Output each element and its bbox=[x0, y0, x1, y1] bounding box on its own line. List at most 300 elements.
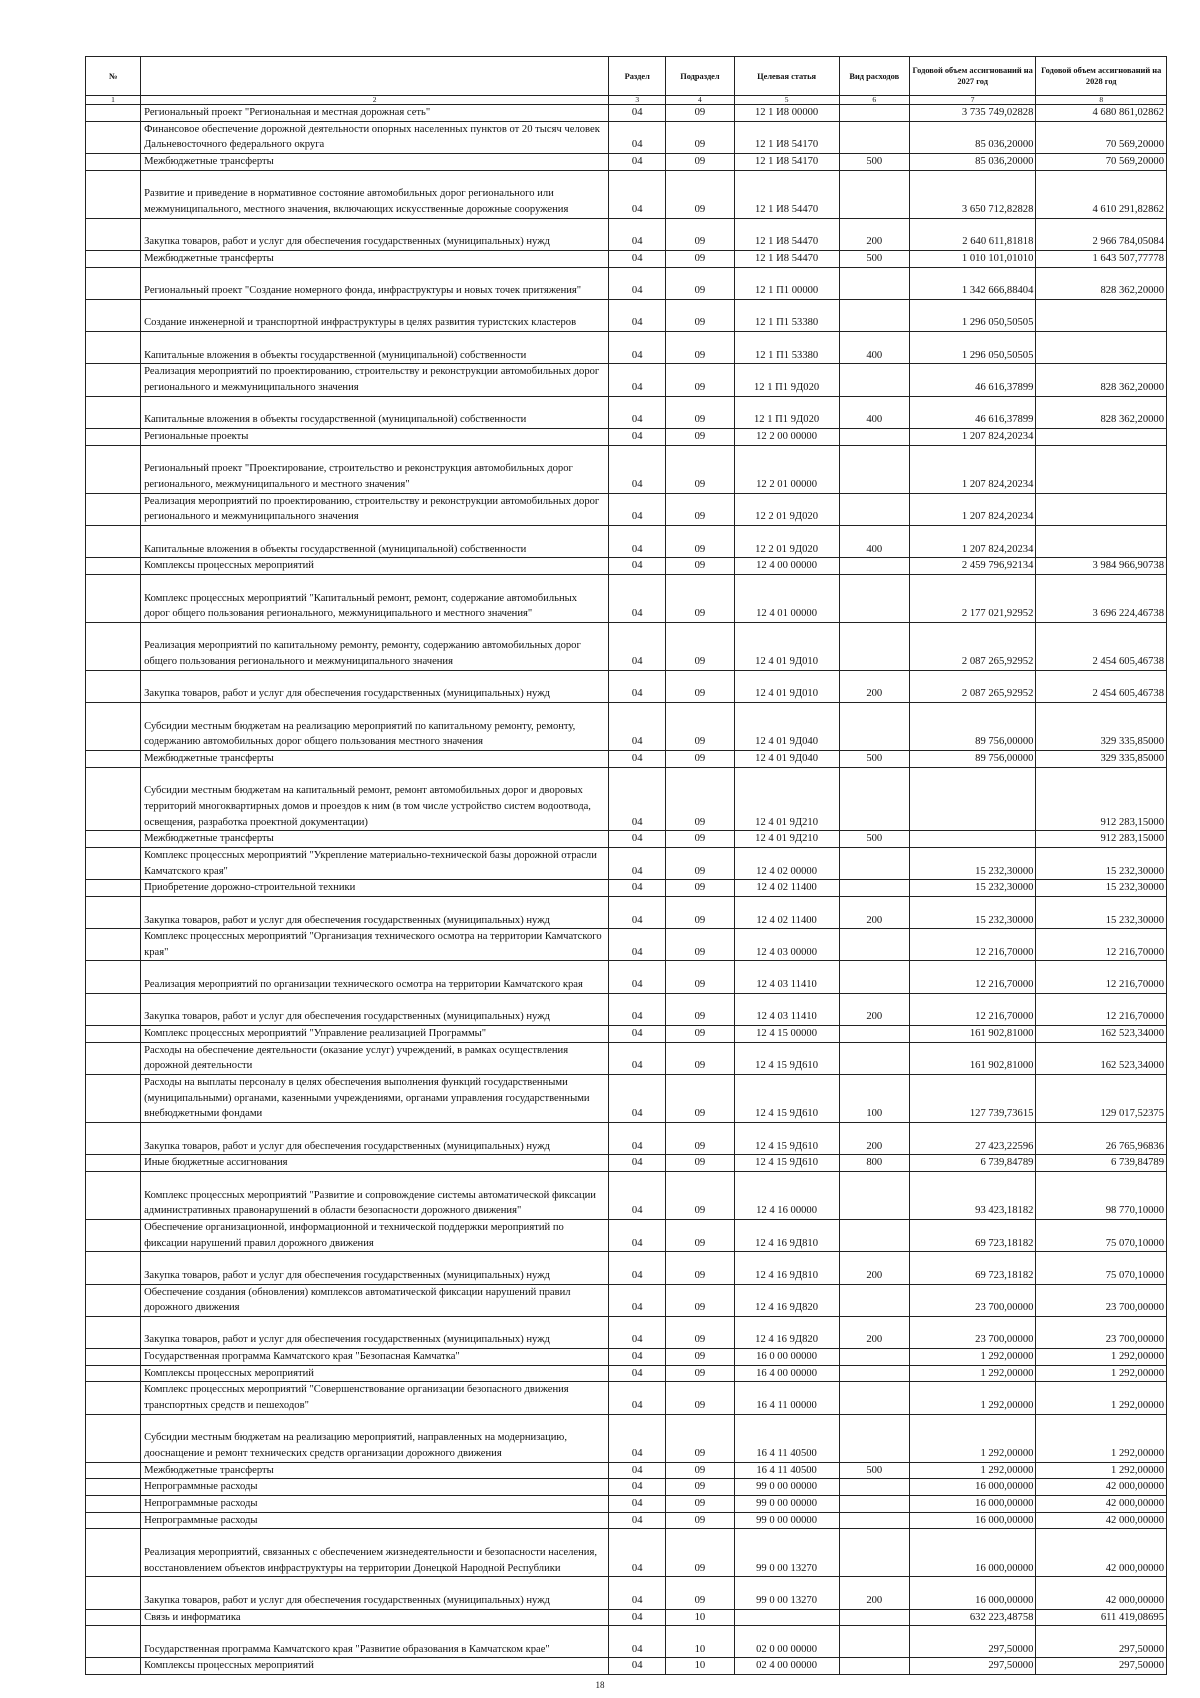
cell-name: Закупка товаров, работ и услуг для обеспечения государственных (муниципальных) нужд bbox=[141, 1252, 609, 1284]
cell-number bbox=[86, 1609, 141, 1626]
table-row bbox=[86, 831, 1167, 848]
table-row bbox=[86, 153, 1167, 170]
cell-podrazdel: 09 bbox=[666, 1512, 734, 1529]
cell-podrazdel: 09 bbox=[666, 1365, 734, 1382]
table-row bbox=[86, 1382, 1167, 1414]
cell-number bbox=[86, 493, 141, 525]
cell-podrazdel: 09 bbox=[666, 1495, 734, 1512]
cell-allocation-2027: 632 223,48758 bbox=[909, 1609, 1035, 1626]
cell-allocation-2028: 1 292,00000 bbox=[1036, 1382, 1167, 1414]
cell-razdel: 04 bbox=[609, 1382, 666, 1414]
cell-name: Расходы на выплаты персоналу в целях обеспечения выполнения функций государственными (муниципальными) органами, казенными учреждениями, органами управления государственными внебюджетными фондами bbox=[141, 1075, 609, 1123]
cell-celevaya-statya: 12 4 01 9Д010 bbox=[734, 622, 839, 670]
cell-razdel: 04 bbox=[609, 1609, 666, 1626]
cell-celevaya-statya: 12 4 16 9Д820 bbox=[734, 1316, 839, 1348]
cell-name: Межбюджетные трансферты bbox=[141, 750, 609, 767]
cell-celevaya-statya: 12 1 П1 9Д020 bbox=[734, 364, 839, 396]
cell-vid-rashodov bbox=[839, 170, 909, 218]
cell-podrazdel: 09 bbox=[666, 622, 734, 670]
cell-podrazdel: 09 bbox=[666, 332, 734, 364]
table-row bbox=[86, 105, 1167, 122]
cell-razdel: 04 bbox=[609, 1252, 666, 1284]
table-row bbox=[86, 364, 1167, 396]
table-row bbox=[86, 880, 1167, 897]
cell-vid-rashodov: 100 bbox=[839, 1075, 909, 1123]
cell-podrazdel: 09 bbox=[666, 703, 734, 751]
cell-podrazdel: 09 bbox=[666, 1479, 734, 1496]
cell-razdel: 04 bbox=[609, 1155, 666, 1172]
cell-razdel: 04 bbox=[609, 847, 666, 879]
column-number: 7 bbox=[909, 96, 1035, 105]
table-row bbox=[86, 1123, 1167, 1155]
cell-vid-rashodov: 200 bbox=[839, 1316, 909, 1348]
cell-razdel: 04 bbox=[609, 332, 666, 364]
cell-allocation-2028: 42 000,00000 bbox=[1036, 1529, 1167, 1577]
cell-allocation-2028: 70 569,20000 bbox=[1036, 153, 1167, 170]
cell-allocation-2028 bbox=[1036, 493, 1167, 525]
cell-vid-rashodov bbox=[839, 703, 909, 751]
cell-vid-rashodov: 200 bbox=[839, 993, 909, 1025]
cell-razdel: 04 bbox=[609, 574, 666, 622]
cell-vid-rashodov bbox=[839, 574, 909, 622]
cell-vid-rashodov: 500 bbox=[839, 750, 909, 767]
cell-name: Региональный проект "Создание номерного фонда, инфраструктуры и новых точек притяжения" bbox=[141, 267, 609, 299]
cell-podrazdel: 09 bbox=[666, 993, 734, 1025]
cell-name: Финансовое обеспечение дорожной деятельности опорных населенных пунктов от 20 тысяч человек Дальневосточного федерального округа bbox=[141, 121, 609, 153]
cell-podrazdel: 09 bbox=[666, 880, 734, 897]
cell-number bbox=[86, 1171, 141, 1219]
cell-razdel: 04 bbox=[609, 1284, 666, 1316]
cell-number bbox=[86, 574, 141, 622]
cell-name: Комплексы процессных мероприятий bbox=[141, 558, 609, 575]
table-row bbox=[86, 767, 1167, 831]
cell-vid-rashodov bbox=[839, 1219, 909, 1251]
cell-vid-rashodov bbox=[839, 1658, 909, 1675]
cell-allocation-2027: 16 000,00000 bbox=[909, 1577, 1035, 1609]
column-number: 4 bbox=[666, 96, 734, 105]
cell-allocation-2027: 161 902,81000 bbox=[909, 1042, 1035, 1074]
column-number: 5 bbox=[734, 96, 839, 105]
cell-allocation-2027: 1 207 824,20234 bbox=[909, 445, 1035, 493]
cell-razdel: 04 bbox=[609, 250, 666, 267]
cell-allocation-2027: 69 723,18182 bbox=[909, 1219, 1035, 1251]
cell-allocation-2028 bbox=[1036, 445, 1167, 493]
cell-name: Закупка товаров, работ и услуг для обеспечения государственных (муниципальных) нужд bbox=[141, 670, 609, 702]
table-row bbox=[86, 332, 1167, 364]
cell-allocation-2027: 15 232,30000 bbox=[909, 896, 1035, 928]
cell-celevaya-statya: 12 1 П1 00000 bbox=[734, 267, 839, 299]
table-row bbox=[86, 1252, 1167, 1284]
cell-podrazdel: 09 bbox=[666, 1042, 734, 1074]
table-row bbox=[86, 1026, 1167, 1043]
cell-allocation-2028: 26 765,96836 bbox=[1036, 1123, 1167, 1155]
cell-celevaya-statya: 12 1 И8 54170 bbox=[734, 121, 839, 153]
cell-vid-rashodov: 200 bbox=[839, 1252, 909, 1284]
cell-number bbox=[86, 1529, 141, 1577]
cell-number bbox=[86, 429, 141, 446]
table-row bbox=[86, 218, 1167, 250]
cell-allocation-2028: 1 643 507,77778 bbox=[1036, 250, 1167, 267]
cell-celevaya-statya: 12 1 П1 53380 bbox=[734, 299, 839, 331]
cell-allocation-2028: 912 283,15000 bbox=[1036, 767, 1167, 831]
cell-allocation-2027: 127 739,73615 bbox=[909, 1075, 1035, 1123]
table-row bbox=[86, 703, 1167, 751]
cell-number bbox=[86, 1626, 141, 1658]
cell-allocation-2028: 70 569,20000 bbox=[1036, 121, 1167, 153]
cell-allocation-2028 bbox=[1036, 429, 1167, 446]
cell-allocation-2028: 297,50000 bbox=[1036, 1626, 1167, 1658]
cell-allocation-2027: 12 216,70000 bbox=[909, 993, 1035, 1025]
cell-podrazdel: 09 bbox=[666, 218, 734, 250]
cell-celevaya-statya: 16 4 11 00000 bbox=[734, 1382, 839, 1414]
cell-vid-rashodov bbox=[839, 364, 909, 396]
cell-allocation-2027: 297,50000 bbox=[909, 1658, 1035, 1675]
cell-razdel: 04 bbox=[609, 1529, 666, 1577]
table-row bbox=[86, 525, 1167, 557]
cell-number bbox=[86, 558, 141, 575]
cell-celevaya-statya: 12 4 15 9Д610 bbox=[734, 1123, 839, 1155]
cell-number bbox=[86, 445, 141, 493]
cell-razdel: 04 bbox=[609, 622, 666, 670]
table-row bbox=[86, 429, 1167, 446]
table-row bbox=[86, 1155, 1167, 1172]
cell-razdel: 04 bbox=[609, 750, 666, 767]
table-row bbox=[86, 250, 1167, 267]
cell-number bbox=[86, 332, 141, 364]
cell-number bbox=[86, 218, 141, 250]
cell-razdel: 04 bbox=[609, 267, 666, 299]
cell-podrazdel: 09 bbox=[666, 574, 734, 622]
cell-allocation-2028: 2 454 605,46738 bbox=[1036, 670, 1167, 702]
cell-name: Комплекс процессных мероприятий "Капитальный ремонт, ремонт, содержание автомобильных дорог общего пользования регионального, межмуниципального и местного значения" bbox=[141, 574, 609, 622]
cell-allocation-2028: 4 680 861,02862 bbox=[1036, 105, 1167, 122]
cell-vid-rashodov bbox=[839, 445, 909, 493]
cell-allocation-2027 bbox=[909, 767, 1035, 831]
cell-number bbox=[86, 1042, 141, 1074]
cell-celevaya-statya: 16 4 11 40500 bbox=[734, 1462, 839, 1479]
cell-allocation-2027: 2 459 796,92134 bbox=[909, 558, 1035, 575]
cell-name: Создание инженерной и транспортной инфраструктуры в целях развития туристских кластеров bbox=[141, 299, 609, 331]
cell-vid-rashodov bbox=[839, 1171, 909, 1219]
table-row bbox=[86, 1284, 1167, 1316]
cell-allocation-2028: 42 000,00000 bbox=[1036, 1495, 1167, 1512]
cell-podrazdel: 09 bbox=[666, 493, 734, 525]
cell-razdel: 04 bbox=[609, 767, 666, 831]
table-row bbox=[86, 558, 1167, 575]
cell-vid-rashodov bbox=[839, 1365, 909, 1382]
table-row bbox=[86, 1414, 1167, 1462]
cell-vid-rashodov: 500 bbox=[839, 831, 909, 848]
cell-name: Развитие и приведение в нормативное состояние автомобильных дорог регионального или межмуниципального, местного значения, включающих искусственные дорожные сооружения bbox=[141, 170, 609, 218]
cell-allocation-2027: 27 423,22596 bbox=[909, 1123, 1035, 1155]
cell-allocation-2027: 15 232,30000 bbox=[909, 880, 1035, 897]
cell-podrazdel: 09 bbox=[666, 1414, 734, 1462]
cell-vid-rashodov bbox=[839, 1026, 909, 1043]
cell-celevaya-statya: 99 0 00 13270 bbox=[734, 1577, 839, 1609]
cell-allocation-2027: 2 640 611,81818 bbox=[909, 218, 1035, 250]
cell-celevaya-statya: 99 0 00 00000 bbox=[734, 1512, 839, 1529]
cell-podrazdel: 09 bbox=[666, 767, 734, 831]
cell-allocation-2027: 297,50000 bbox=[909, 1626, 1035, 1658]
cell-celevaya-statya: 12 1 И8 00000 bbox=[734, 105, 839, 122]
cell-vid-rashodov: 200 bbox=[839, 670, 909, 702]
table-row bbox=[86, 574, 1167, 622]
table-row bbox=[86, 1349, 1167, 1366]
cell-celevaya-statya bbox=[734, 1609, 839, 1626]
cell-name: Межбюджетные трансферты bbox=[141, 831, 609, 848]
table-row bbox=[86, 896, 1167, 928]
cell-number bbox=[86, 1512, 141, 1529]
cell-number bbox=[86, 1155, 141, 1172]
cell-number bbox=[86, 1219, 141, 1251]
cell-name: Межбюджетные трансферты bbox=[141, 153, 609, 170]
cell-allocation-2028: 3 984 966,90738 bbox=[1036, 558, 1167, 575]
cell-vid-rashodov: 200 bbox=[839, 1577, 909, 1609]
cell-vid-rashodov bbox=[839, 105, 909, 122]
cell-name: Региональный проект "Проектирование, строительство и реконструкция автомобильных дорог регионального, межмуниципального и местного значения" bbox=[141, 445, 609, 493]
cell-podrazdel: 09 bbox=[666, 396, 734, 428]
cell-name: Закупка товаров, работ и услуг для обеспечения государственных (муниципальных) нужд bbox=[141, 1123, 609, 1155]
cell-razdel: 04 bbox=[609, 153, 666, 170]
table-row bbox=[86, 1512, 1167, 1529]
cell-celevaya-statya: 12 4 15 9Д610 bbox=[734, 1155, 839, 1172]
cell-podrazdel: 09 bbox=[666, 1316, 734, 1348]
cell-number bbox=[86, 525, 141, 557]
cell-podrazdel: 09 bbox=[666, 896, 734, 928]
cell-allocation-2027: 16 000,00000 bbox=[909, 1529, 1035, 1577]
cell-name: Обеспечение создания (обновления) комплексов автоматической фиксации нарушений правил дорожного движения bbox=[141, 1284, 609, 1316]
cell-name: Комплекс процессных мероприятий "Укрепление материально-технической базы дорожной отрасли Камчатского края" bbox=[141, 847, 609, 879]
cell-celevaya-statya: 12 2 01 9Д020 bbox=[734, 493, 839, 525]
cell-name: Комплекс процессных мероприятий "Развитие и сопровождение системы автоматической фиксации административных правонарушений в области безопасности дорожного движения" bbox=[141, 1171, 609, 1219]
cell-vid-rashodov bbox=[839, 1042, 909, 1074]
table-row bbox=[86, 670, 1167, 702]
cell-allocation-2028: 1 292,00000 bbox=[1036, 1414, 1167, 1462]
cell-number bbox=[86, 750, 141, 767]
cell-name: Закупка товаров, работ и услуг для обеспечения государственных (муниципальных) нужд bbox=[141, 896, 609, 928]
cell-vid-rashodov: 200 bbox=[839, 218, 909, 250]
cell-podrazdel: 09 bbox=[666, 299, 734, 331]
cell-vid-rashodov: 400 bbox=[839, 332, 909, 364]
cell-allocation-2027: 1 010 101,01010 bbox=[909, 250, 1035, 267]
cell-allocation-2028: 162 523,34000 bbox=[1036, 1026, 1167, 1043]
cell-allocation-2028: 828 362,20000 bbox=[1036, 364, 1167, 396]
cell-name: Государственная программа Камчатского края "Развитие образования в Камчатском крае" bbox=[141, 1626, 609, 1658]
table-row bbox=[86, 493, 1167, 525]
cell-vid-rashodov bbox=[839, 1626, 909, 1658]
cell-razdel: 04 bbox=[609, 896, 666, 928]
cell-celevaya-statya: 12 4 16 00000 bbox=[734, 1171, 839, 1219]
cell-number bbox=[86, 121, 141, 153]
cell-allocation-2027: 1 207 824,20234 bbox=[909, 493, 1035, 525]
cell-allocation-2028 bbox=[1036, 525, 1167, 557]
column-number: 3 bbox=[609, 96, 666, 105]
cell-celevaya-statya: 12 4 02 11400 bbox=[734, 880, 839, 897]
cell-celevaya-statya: 12 4 01 9Д210 bbox=[734, 767, 839, 831]
table-row bbox=[86, 847, 1167, 879]
cell-allocation-2028: 3 696 224,46738 bbox=[1036, 574, 1167, 622]
cell-celevaya-statya: 12 2 01 00000 bbox=[734, 445, 839, 493]
cell-podrazdel: 10 bbox=[666, 1609, 734, 1626]
table-row bbox=[86, 1658, 1167, 1675]
cell-allocation-2028: 329 335,85000 bbox=[1036, 750, 1167, 767]
column-number: 6 bbox=[839, 96, 909, 105]
cell-name: Межбюджетные трансферты bbox=[141, 1462, 609, 1479]
cell-allocation-2028 bbox=[1036, 332, 1167, 364]
cell-podrazdel: 09 bbox=[666, 105, 734, 122]
cell-name: Субсидии местным бюджетам на реализацию мероприятий по капитальному ремонту, ремонту, содержанию автомобильных дорог общего пользования местного значения bbox=[141, 703, 609, 751]
cell-number bbox=[86, 1382, 141, 1414]
cell-number bbox=[86, 622, 141, 670]
table-header-row bbox=[86, 57, 1167, 96]
cell-vid-rashodov: 500 bbox=[839, 153, 909, 170]
cell-name: Капитальные вложения в объекты государственной (муниципальной) собственности bbox=[141, 396, 609, 428]
cell-allocation-2028: 828 362,20000 bbox=[1036, 396, 1167, 428]
cell-allocation-2028: 2 454 605,46738 bbox=[1036, 622, 1167, 670]
cell-vid-rashodov: 500 bbox=[839, 1462, 909, 1479]
cell-razdel: 04 bbox=[609, 218, 666, 250]
cell-podrazdel: 09 bbox=[666, 250, 734, 267]
cell-number bbox=[86, 105, 141, 122]
cell-number bbox=[86, 1462, 141, 1479]
cell-podrazdel: 09 bbox=[666, 1284, 734, 1316]
cell-podrazdel: 09 bbox=[666, 929, 734, 961]
cell-name: Непрограммные расходы bbox=[141, 1479, 609, 1496]
cell-allocation-2027: 85 036,20000 bbox=[909, 121, 1035, 153]
page-number: 18 bbox=[595, 1680, 605, 1690]
cell-allocation-2028: 2 966 784,05084 bbox=[1036, 218, 1167, 250]
cell-razdel: 04 bbox=[609, 170, 666, 218]
cell-vid-rashodov bbox=[839, 1284, 909, 1316]
cell-allocation-2028: 75 070,10000 bbox=[1036, 1252, 1167, 1284]
cell-number bbox=[86, 1577, 141, 1609]
cell-vid-rashodov bbox=[839, 929, 909, 961]
cell-podrazdel: 09 bbox=[666, 364, 734, 396]
header-razdel: Раздел bbox=[609, 57, 666, 96]
cell-allocation-2027: 3 735 749,02828 bbox=[909, 105, 1035, 122]
cell-razdel: 04 bbox=[609, 299, 666, 331]
cell-name: Реализация мероприятий, связанных с обеспечением жизнедеятельности и безопасности населения, восстановлением объектов инфраструктуры на территории Донецкой Народной Республики bbox=[141, 1529, 609, 1577]
cell-podrazdel: 09 bbox=[666, 847, 734, 879]
cell-podrazdel: 09 bbox=[666, 558, 734, 575]
cell-allocation-2027: 2 087 265,92952 bbox=[909, 670, 1035, 702]
cell-razdel: 04 bbox=[609, 105, 666, 122]
cell-celevaya-statya: 12 4 16 9Д820 bbox=[734, 1284, 839, 1316]
cell-allocation-2027: 16 000,00000 bbox=[909, 1512, 1035, 1529]
cell-number bbox=[86, 961, 141, 993]
cell-allocation-2028: 15 232,30000 bbox=[1036, 880, 1167, 897]
header-number: № bbox=[86, 57, 141, 96]
table-body bbox=[86, 105, 1167, 1675]
cell-allocation-2027: 2 087 265,92952 bbox=[909, 622, 1035, 670]
table-row bbox=[86, 1316, 1167, 1348]
cell-name: Комплекс процессных мероприятий "Управление реализацией Программы" bbox=[141, 1026, 609, 1043]
cell-razdel: 04 bbox=[609, 1219, 666, 1251]
column-number-row bbox=[86, 96, 1167, 105]
cell-allocation-2028: 4 610 291,82862 bbox=[1036, 170, 1167, 218]
cell-razdel: 04 bbox=[609, 396, 666, 428]
cell-allocation-2028: 12 216,70000 bbox=[1036, 929, 1167, 961]
cell-podrazdel: 09 bbox=[666, 429, 734, 446]
cell-number bbox=[86, 703, 141, 751]
cell-number bbox=[86, 1284, 141, 1316]
cell-podrazdel: 09 bbox=[666, 961, 734, 993]
cell-vid-rashodov: 400 bbox=[839, 525, 909, 557]
cell-name: Капитальные вложения в объекты государственной (муниципальной) собственности bbox=[141, 332, 609, 364]
cell-podrazdel: 09 bbox=[666, 1026, 734, 1043]
cell-number bbox=[86, 1123, 141, 1155]
cell-name: Реализация мероприятий по организации технического осмотра на территории Камчатского края bbox=[141, 961, 609, 993]
cell-celevaya-statya: 12 4 15 00000 bbox=[734, 1026, 839, 1043]
cell-razdel: 04 bbox=[609, 961, 666, 993]
cell-podrazdel: 09 bbox=[666, 153, 734, 170]
cell-allocation-2027: 12 216,70000 bbox=[909, 961, 1035, 993]
cell-celevaya-statya: 12 4 01 9Д040 bbox=[734, 703, 839, 751]
cell-allocation-2027: 12 216,70000 bbox=[909, 929, 1035, 961]
cell-name: Иные бюджетные ассигнования bbox=[141, 1155, 609, 1172]
cell-podrazdel: 09 bbox=[666, 1155, 734, 1172]
cell-celevaya-statya: 12 4 16 9Д810 bbox=[734, 1252, 839, 1284]
cell-allocation-2028: 15 232,30000 bbox=[1036, 896, 1167, 928]
cell-number bbox=[86, 299, 141, 331]
cell-celevaya-statya: 12 2 01 9Д020 bbox=[734, 525, 839, 557]
table-row bbox=[86, 1042, 1167, 1074]
column-number: 8 bbox=[1036, 96, 1167, 105]
cell-podrazdel: 10 bbox=[666, 1626, 734, 1658]
cell-vid-rashodov bbox=[839, 558, 909, 575]
cell-vid-rashodov bbox=[839, 1609, 909, 1626]
cell-name: Закупка товаров, работ и услуг для обеспечения государственных (муниципальных) нужд bbox=[141, 218, 609, 250]
table-row bbox=[86, 1495, 1167, 1512]
cell-podrazdel: 09 bbox=[666, 1123, 734, 1155]
cell-podrazdel: 09 bbox=[666, 121, 734, 153]
cell-number bbox=[86, 831, 141, 848]
cell-razdel: 04 bbox=[609, 703, 666, 751]
table-row bbox=[86, 267, 1167, 299]
cell-name: Обеспечение организационной, информационной и технической поддержки мероприятий по фиксации нарушений правил дорожного движения bbox=[141, 1219, 609, 1251]
cell-allocation-2027: 1 292,00000 bbox=[909, 1382, 1035, 1414]
cell-razdel: 04 bbox=[609, 880, 666, 897]
cell-razdel: 04 bbox=[609, 1349, 666, 1366]
table-row bbox=[86, 299, 1167, 331]
cell-allocation-2027: 46 616,37899 bbox=[909, 396, 1035, 428]
cell-number bbox=[86, 364, 141, 396]
table-row bbox=[86, 1529, 1167, 1577]
table-row bbox=[86, 1075, 1167, 1123]
cell-name: Комплексы процессных мероприятий bbox=[141, 1365, 609, 1382]
cell-name: Субсидии местным бюджетам на капитальный ремонт, ремонт автомобильных дорог и дворовых территорий многоквартирных домов и проездов к ним (в том числе устройство систем водоотвода, освещения, разработка проектной документации) bbox=[141, 767, 609, 831]
cell-razdel: 04 bbox=[609, 1495, 666, 1512]
cell-number bbox=[86, 1252, 141, 1284]
cell-celevaya-statya: 16 4 00 00000 bbox=[734, 1365, 839, 1382]
header-allocation-2028: Годовой объем ассигнований на 2028 год bbox=[1036, 57, 1167, 96]
cell-name: Закупка товаров, работ и услуг для обеспечения государственных (муниципальных) нужд bbox=[141, 1577, 609, 1609]
cell-podrazdel: 09 bbox=[666, 1075, 734, 1123]
table-row bbox=[86, 1219, 1167, 1251]
cell-allocation-2028 bbox=[1036, 299, 1167, 331]
cell-name: Непрограммные расходы bbox=[141, 1512, 609, 1529]
cell-razdel: 04 bbox=[609, 1626, 666, 1658]
cell-celevaya-statya: 12 1 П1 53380 bbox=[734, 332, 839, 364]
header-allocation-2027: Годовой объем ассигнований на 2027 год bbox=[909, 57, 1035, 96]
cell-podrazdel: 09 bbox=[666, 750, 734, 767]
table-row bbox=[86, 1609, 1167, 1626]
cell-allocation-2027: 93 423,18182 bbox=[909, 1171, 1035, 1219]
cell-razdel: 04 bbox=[609, 364, 666, 396]
cell-name: Реализация мероприятий по капитальному ремонту, ремонту, содержанию автомобильных дорог общего пользования регионального и межмуниципального значения bbox=[141, 622, 609, 670]
cell-allocation-2027: 89 756,00000 bbox=[909, 750, 1035, 767]
cell-razdel: 04 bbox=[609, 1171, 666, 1219]
